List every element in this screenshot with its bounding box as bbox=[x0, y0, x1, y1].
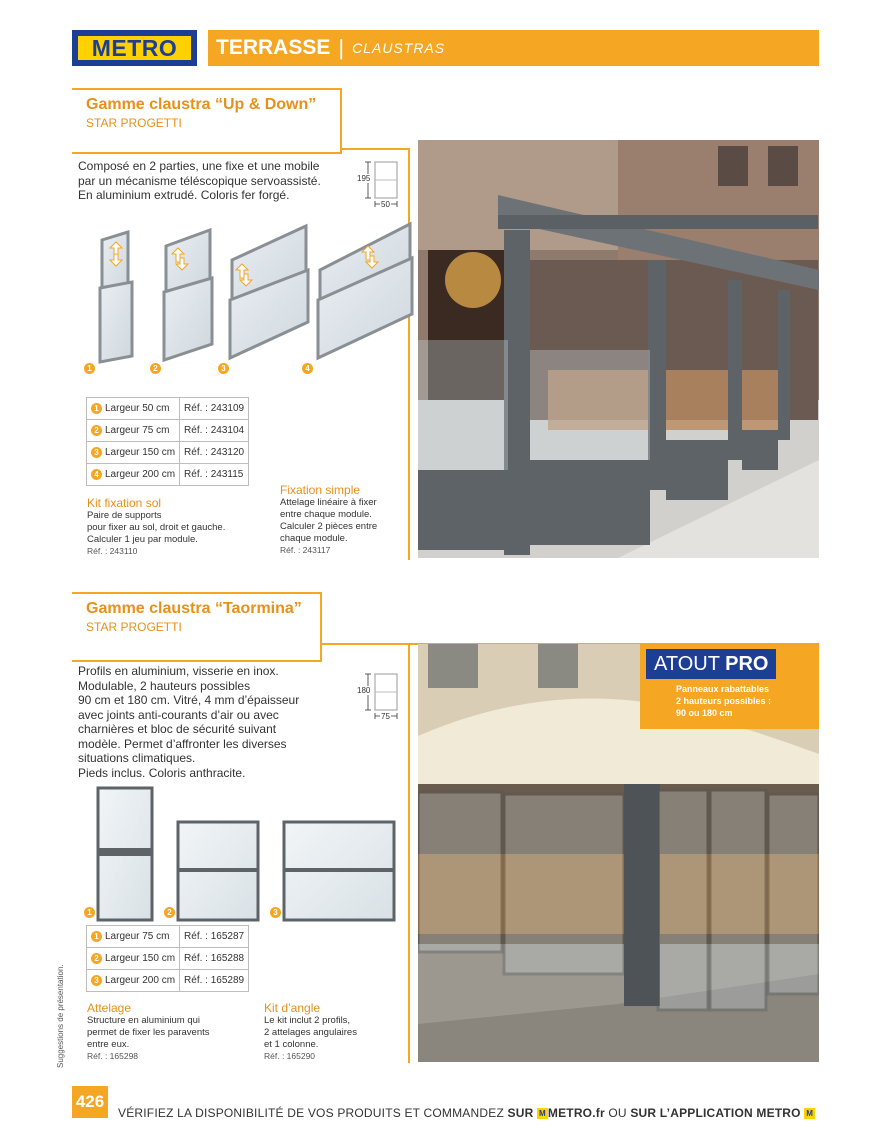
panel-variant-3 bbox=[230, 226, 308, 358]
metro-m-icon: M bbox=[539, 1109, 546, 1119]
section2-title-box bbox=[72, 592, 322, 662]
accessory-ref: Réf. : 165290 bbox=[264, 1051, 316, 1061]
desc-line: Pieds inclus. Coloris anthracite. bbox=[78, 765, 246, 780]
row-number: 2 bbox=[91, 425, 102, 436]
variant-badge: 1 bbox=[84, 363, 95, 374]
section2-title: Gamme claustra “Taormina” bbox=[86, 600, 302, 617]
section2-description bbox=[78, 664, 358, 780]
accessory-fixation-simple bbox=[280, 483, 410, 555]
accessory-line: Structure en aluminium qui bbox=[87, 1015, 200, 1026]
accessory-ref: Réf. : 243110 bbox=[87, 546, 138, 556]
desc-line: avec joints anti-courants d’air ou avec bbox=[78, 707, 279, 722]
desc-line: Modulable, 2 hauteurs possibles bbox=[78, 678, 251, 693]
page-number: 426 bbox=[72, 1086, 108, 1118]
row-ref: Réf. : 243104 bbox=[180, 420, 249, 442]
desc-line: modèle. Permet d’affronter les diverses bbox=[78, 736, 287, 751]
footer-sur: SUR bbox=[507, 1106, 534, 1120]
panel-variant-4 bbox=[318, 224, 412, 358]
variant-badge: 3 bbox=[218, 363, 229, 374]
table-row bbox=[87, 970, 249, 992]
row-number: 3 bbox=[91, 975, 102, 986]
section2-brand: STAR PROGETTI bbox=[86, 620, 182, 634]
panel-variant-1 bbox=[98, 788, 152, 920]
panel-variant-1 bbox=[100, 232, 132, 362]
atout-line: 90 ou 180 cm bbox=[676, 708, 733, 718]
accessory-line: Paire de supports bbox=[87, 510, 162, 521]
accessory-line: pour fixer au sol, droit et gauche. bbox=[87, 522, 226, 533]
dimension-height: 180 bbox=[357, 686, 371, 695]
accessory-line: Calculer 2 pièces entre bbox=[280, 521, 378, 532]
panel-variant-3 bbox=[284, 822, 394, 920]
section2-ref-table bbox=[86, 925, 249, 992]
dimension-height: 195 bbox=[357, 174, 371, 183]
section2-vrule bbox=[408, 643, 410, 1063]
header-bar bbox=[208, 30, 819, 66]
row-number: 4 bbox=[91, 469, 102, 480]
row-number: 2 bbox=[91, 953, 102, 964]
accessory-line: chaque module. bbox=[280, 533, 348, 544]
footer-middle: OU bbox=[608, 1106, 627, 1120]
table-row bbox=[87, 398, 249, 420]
footer-app-link[interactable]: SUR L’APPLICATION METRO bbox=[630, 1106, 801, 1120]
atout-pro-label bbox=[646, 649, 776, 679]
desc-line: 90 cm et 180 cm. Vitré, 4 mm d’épaisseur bbox=[78, 693, 300, 707]
accessory-ref: Réf. : 243117 bbox=[280, 545, 331, 555]
accessory-line: permet de fixer les paravents bbox=[87, 1027, 210, 1038]
accessory-title: Kit d’angle bbox=[264, 1001, 321, 1015]
table-row bbox=[87, 948, 249, 970]
row-label: Largeur 200 cm bbox=[105, 469, 176, 481]
table-row bbox=[87, 420, 249, 442]
row-label: Largeur 75 cm bbox=[105, 425, 170, 437]
table-row bbox=[87, 442, 249, 464]
row-number: 1 bbox=[91, 931, 102, 942]
desc-line: Profils en aluminium, visserie en inox. bbox=[78, 664, 279, 678]
row-ref: Réf. : 243115 bbox=[180, 464, 249, 486]
desc-line: En aluminium extrudé. Coloris fer forgé. bbox=[78, 188, 290, 202]
dimension-width: 50 bbox=[381, 200, 390, 209]
table-row bbox=[87, 464, 249, 486]
section1-rule bbox=[340, 148, 410, 150]
desc-line: charnières et bloc de sécurité suivant bbox=[78, 722, 277, 736]
metro-app-m-icon: M bbox=[806, 1109, 814, 1119]
row-number: 1 bbox=[91, 403, 102, 414]
footer-text bbox=[118, 1106, 815, 1120]
row-ref: Réf. : 243109 bbox=[180, 398, 249, 420]
accessory-line: et 1 colonne. bbox=[264, 1039, 319, 1050]
section1-description bbox=[78, 159, 358, 203]
accessory-title: Kit fixation sol bbox=[87, 496, 162, 510]
section1-brand: STAR PROGETTI bbox=[86, 116, 182, 130]
row-label: Largeur 75 cm bbox=[105, 931, 170, 943]
accessory-line: entre eux. bbox=[87, 1039, 130, 1050]
desc-line: par un mécanisme téléscopique servoassisté. bbox=[78, 173, 321, 188]
accessory-ref: Réf. : 165298 bbox=[87, 1051, 139, 1061]
accessory-line: Calculer 1 jeu par module. bbox=[87, 534, 198, 545]
row-ref: Réf. : 243120 bbox=[180, 442, 249, 464]
atout-line: Panneaux rabattables bbox=[676, 684, 770, 694]
side-note: Suggestions de présentation. bbox=[56, 964, 65, 1068]
row-label: Largeur 200 cm bbox=[105, 975, 176, 987]
desc-line: situations climatiques. bbox=[78, 751, 196, 765]
accessory-attelage bbox=[87, 1001, 257, 1061]
metro-logo bbox=[72, 30, 197, 66]
row-ref: Réf. : 165288 bbox=[180, 948, 249, 970]
panel-variant-2 bbox=[164, 230, 212, 360]
section1-title-box bbox=[72, 88, 342, 154]
footer-text-start: VÉRIFIEZ LA DISPONIBILITÉ DE VOS PRODUITS ET COMMANDEZ bbox=[118, 1106, 504, 1120]
row-label: Largeur 150 cm bbox=[105, 953, 176, 965]
metro-logo-text: METRO bbox=[78, 36, 191, 60]
page-title: TERRASSE bbox=[216, 36, 331, 59]
variant-badge: 4 bbox=[302, 363, 313, 374]
section1-ref-table bbox=[86, 397, 249, 486]
row-number: 3 bbox=[91, 447, 102, 458]
atout-label: ATOUT bbox=[654, 653, 720, 675]
header-separator: | bbox=[338, 35, 345, 60]
variant-badge: 1 bbox=[84, 907, 95, 918]
row-ref: Réf. : 165289 bbox=[180, 970, 249, 992]
panel-variant-2 bbox=[178, 822, 258, 920]
accessory-line: Le kit inclut 2 profils, bbox=[264, 1015, 351, 1026]
accessory-title: Fixation simple bbox=[280, 483, 361, 497]
row-label: Largeur 150 cm bbox=[105, 447, 176, 459]
accessory-kit-angle bbox=[264, 1001, 404, 1061]
variant-badge: 2 bbox=[164, 907, 175, 918]
variant-badge: 3 bbox=[270, 907, 281, 918]
atout-pro-box bbox=[640, 643, 819, 729]
section1-title: Gamme claustra “Up & Down” bbox=[86, 96, 317, 113]
desc-line: Composé en 2 parties, une fixe et une mobile bbox=[78, 159, 320, 173]
accessory-title: Attelage bbox=[87, 1001, 132, 1015]
accessory-line: 2 attelages angulaires bbox=[264, 1027, 357, 1038]
row-label: Largeur 50 cm bbox=[105, 403, 170, 415]
dimension-width: 75 bbox=[381, 712, 390, 721]
terrace-photo-up-down bbox=[418, 140, 819, 558]
accessory-kit-fixation-sol bbox=[87, 496, 267, 556]
up-down-panels-illustration bbox=[80, 218, 420, 378]
row-ref: Réf. : 165287 bbox=[180, 926, 249, 948]
table-row bbox=[87, 926, 249, 948]
footer-site-link[interactable]: METRO.fr bbox=[547, 1106, 605, 1120]
taormina-panels-illustration bbox=[90, 784, 400, 924]
atout-label-strong: PRO bbox=[725, 653, 769, 675]
variant-badge: 2 bbox=[150, 363, 161, 374]
page-subtitle: CLAUSTRAS bbox=[352, 40, 446, 56]
accessory-line: entre chaque module. bbox=[280, 509, 372, 520]
accessory-line: Attelage linéaire à fixer bbox=[280, 497, 377, 508]
atout-line: 2 hauteurs possibles : bbox=[676, 696, 772, 706]
